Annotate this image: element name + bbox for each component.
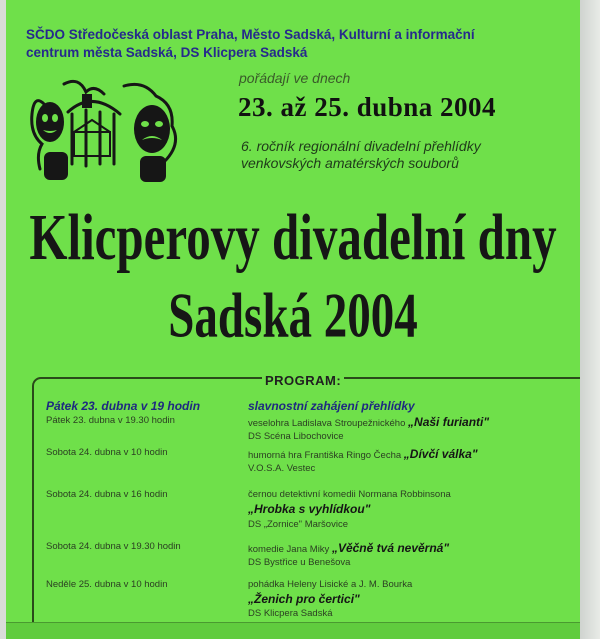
event-ensemble: DS Bystřice u Benešova	[248, 557, 351, 568]
edition-line-2: venkovských amatérských souborů	[241, 155, 459, 171]
program-box	[32, 377, 580, 639]
edition-line-1: 6. ročník regionální divadelní přehlídky	[241, 138, 481, 154]
title-line-2: Sadská 2004	[168, 281, 418, 352]
event-description	[248, 415, 489, 429]
event-description	[248, 541, 449, 555]
event-play-title: „Ženich pro čertici"	[248, 592, 360, 606]
program-label: PROGRAM:	[262, 373, 344, 388]
intro-text: pořádají ve dnech	[239, 70, 351, 86]
edition-info	[241, 138, 481, 172]
event-description	[248, 447, 478, 461]
background-edge	[580, 0, 600, 639]
organizers-line-2: centrum města Sadská, DS Klicpera Sadská	[26, 45, 308, 60]
event-genre-author: černou detektivní komedii Normana Robbinsona	[248, 489, 451, 500]
event-ensemble: DS Scéna Libochovice	[248, 431, 344, 442]
event-genre-author: humorná hra Františka Ringo Čecha	[248, 450, 402, 461]
festival-dates: 23. až 25. dubna 2004	[238, 92, 497, 122]
event-play-title: „Naši furianti"	[408, 415, 490, 429]
event-play-title: „Věčně tvá nevěrná"	[331, 541, 450, 555]
event-date: Pátek 23. dubna v 19.30 hodin	[46, 415, 175, 426]
organizers-line-1: SČDO Středočeská oblast Praha, Město Sadská, Kulturní a informační	[26, 27, 475, 42]
event-date: Sobota 24. dubna v 19.30 hodin	[46, 541, 181, 552]
theatre-masks-logo	[24, 74, 184, 186]
event-date: Neděle 25. dubna v 10 hodin	[46, 579, 168, 590]
organizers	[26, 26, 571, 62]
event-ensemble: V.O.S.A. Vestec	[248, 463, 316, 474]
poster	[6, 0, 580, 639]
event-play-title: „Hrobka s vyhlídkou"	[248, 502, 371, 516]
event-description: slavnostní zahájení přehlídky	[248, 399, 415, 413]
bottom-paper-strip	[6, 622, 580, 639]
event-date: Sobota 24. dubna v 16 hodin	[46, 489, 168, 500]
event-ensemble: DS Klicpera Sadská	[248, 608, 333, 619]
title-line-1: Klicperovy divadelní dny	[29, 199, 557, 274]
event-genre-author: veselohra Ladislava Stroupežnického	[248, 418, 406, 429]
event-date: Sobota 24. dubna v 10 hodin	[46, 447, 168, 458]
event-genre-author: komedie Jana Miky	[248, 544, 330, 555]
event-date: Pátek 23. dubna v 19 hodin	[46, 399, 201, 413]
event-ensemble: DS „Zornice" Maršovice	[248, 519, 348, 530]
event-genre-author: pohádka Heleny Lisické a J. M. Bourka	[248, 579, 413, 590]
event-play-title: „Dívčí válka"	[403, 447, 478, 461]
